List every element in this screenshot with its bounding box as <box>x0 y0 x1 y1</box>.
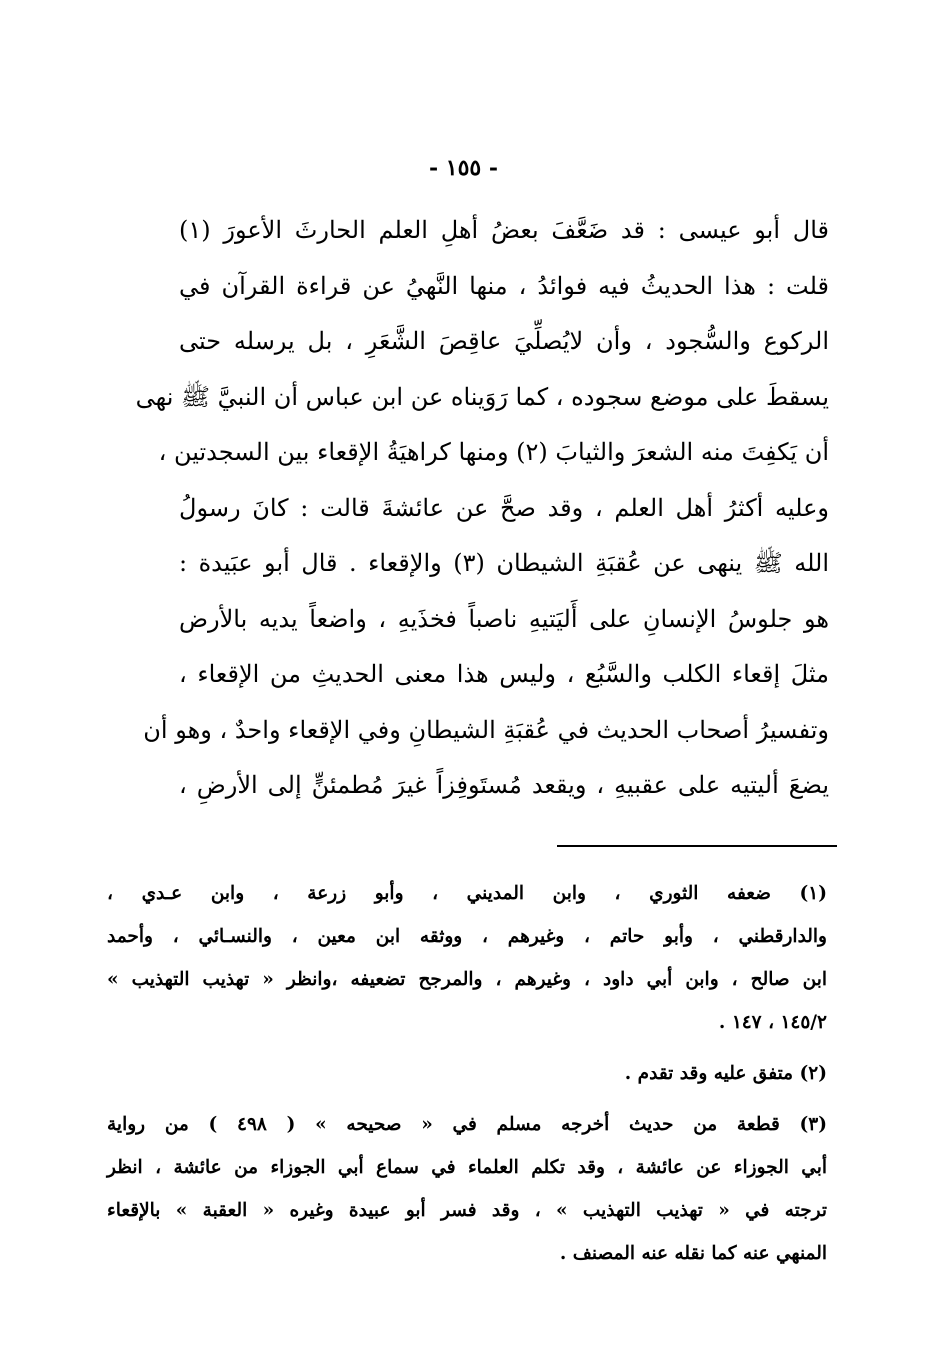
footnote-separator <box>557 845 837 847</box>
footnote-1 <box>107 872 827 1044</box>
footnotes-section <box>107 872 827 1283</box>
footnote-3 <box>107 1103 827 1275</box>
footnote-line: المنهي عنه كما نقله عنه المصنف . <box>559 1243 827 1264</box>
main-text-line: يسقطَ على موضع سجوده ، كما رَوَيناه عن ابن عباس أن النبيَّ ﷺ نهى <box>135 382 829 411</box>
main-text-line: قلت : هذا الحديثُ فيه فوائدُ ، منها النَّهيُ عن قراءة القرآن في <box>179 271 829 300</box>
main-text-line: وعليه أكثرُ أهل العلم ، وقد صحَّ عن عائشةَ قالت : كانَ رسولُ <box>179 493 829 522</box>
main-text-line: الله ﷺ ينهى عن عُقبَةِ الشيطان (٣) والإقعاء . قال أبو عبَيدة : <box>179 549 830 577</box>
footnote-line: (١) ضعفه الثوري ، وابن المديني ، وأبو زرعة ، وابن عـدي ، <box>107 883 827 904</box>
footnote-line: ترجته في « تهذيب التهذيب » ، وقد فسر أبو عبيدة وغيره « العقبة » بالإقعاء <box>107 1200 827 1221</box>
main-text-line: قال أبو عيسى : قد ضَعَّفَ بعضُ أهلِ العلم الحارثَ الأعورَ (١) <box>179 216 829 244</box>
main-text-line: وتفسيرُ أصحاب الحديث في عُقبَةِ الشيطانِ وفي الإقعاء واحدٌ ، وهو أن <box>143 715 829 744</box>
footnote-line: ابن صالح ، وابن أبي داود ، وغيرهم ، والمرجح تضعيفه ،وانظر « تهذيب التهذيب » <box>107 969 827 990</box>
main-text-line: الركوع والسُّجود ، وأن لايُصلِّيَ عاقِصَ الشَّعَرِ ، بل يرسله حتى <box>179 327 829 355</box>
main-text-line: هو جلوسُ الإنسانِ على أَليَتيهِ ناصباً فخذَيهِ ، واضعاً يديه بالأرض <box>179 604 829 633</box>
footnote-line: أبي الجوزاء عن عائشة ، وقد تكلم العلماء في سماع أبي الجوزاء من عائشة ، انظر <box>107 1157 827 1178</box>
main-text-line: مثلَ إقعاء الكلب والسَّبُع ، وليس هذا معنى الحديثِ من الإقعاء ، <box>179 660 829 688</box>
footnote-2 <box>107 1052 827 1095</box>
footnote-line: (٢) متفق عليه وقد تقدم . <box>624 1063 827 1084</box>
footnote-line: (٣) قطعة من حديث أخرجه مسلم في « صحيحه » ( ٤٩٨ ) من رواية <box>107 1114 827 1135</box>
footnote-line: والدارقطني ، وأبو حاتم ، وغيرهم ، ووثقه ابن معين ، والنسـائي ، وأحمد <box>107 926 827 947</box>
footnote-line: ١٤٥/٢ ، ١٤٧ . <box>718 1012 827 1033</box>
main-text-body <box>135 203 830 814</box>
main-text-line: يضعَ أليتيه على عقبيهِ ، ويقعد مُستَوفِزاً غيرَ مُطمئنٍّ إلى الأرضِ ، <box>179 771 829 799</box>
main-text-line: أن يَكفِتَ منه الشعرَ والثيابَ (٢) ومنها كراهيَةُ الإقعاء بين السجدتين ، <box>158 438 829 466</box>
page-number: - ١٥٥ - <box>428 155 499 181</box>
